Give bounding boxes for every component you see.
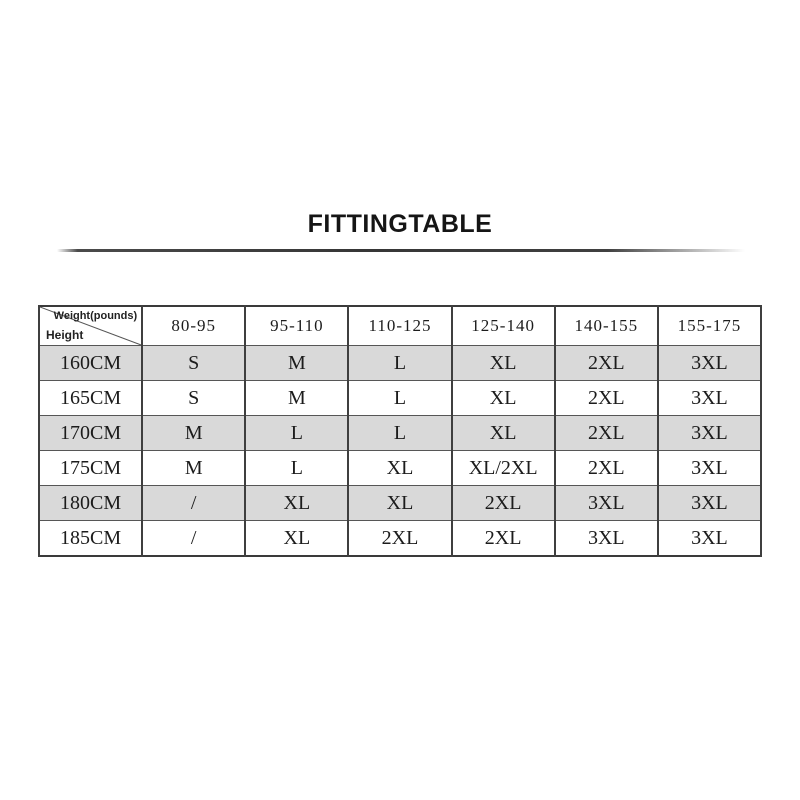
table-row: [39, 416, 761, 451]
size-cell: 3XL: [658, 451, 761, 486]
size-cell: 2XL: [555, 451, 658, 486]
table-row: [39, 521, 761, 557]
size-cell: 3XL: [658, 346, 761, 381]
table-row: [39, 346, 761, 381]
size-cell: 3XL: [658, 486, 761, 521]
header-row: [39, 306, 761, 346]
size-cell: XL: [245, 521, 348, 557]
size-cell: XL: [452, 381, 555, 416]
height-cell: 170CM: [39, 416, 142, 451]
weight-column-header: 95-110: [245, 306, 348, 346]
size-cell: 2XL: [555, 346, 658, 381]
height-cell: 180CM: [39, 486, 142, 521]
size-cell: L: [348, 346, 451, 381]
size-cell: 3XL: [658, 381, 761, 416]
size-cell: M: [142, 451, 245, 486]
page-title: FITTINGTABLE: [307, 210, 493, 238]
size-cell: XL/2XL: [452, 451, 555, 486]
size-cell: 3XL: [658, 416, 761, 451]
size-cell: XL: [348, 486, 451, 521]
size-table-body: [39, 346, 761, 557]
corner-header-cell: [39, 306, 142, 346]
size-cell: 2XL: [555, 416, 658, 451]
size-cell: 2XL: [348, 521, 451, 557]
size-cell: 3XL: [555, 521, 658, 557]
title-divider-line: [57, 249, 745, 252]
size-cell: 2XL: [555, 381, 658, 416]
size-cell: 3XL: [658, 521, 761, 557]
size-cell: L: [245, 416, 348, 451]
size-chart-table: [38, 305, 762, 557]
size-cell: S: [142, 346, 245, 381]
size-cell: XL: [245, 486, 348, 521]
weight-column-header: 140-155: [555, 306, 658, 346]
weight-column-header: 155-175: [658, 306, 761, 346]
size-cell: 3XL: [555, 486, 658, 521]
size-cell: XL: [452, 416, 555, 451]
height-axis-label: Height: [46, 328, 84, 342]
height-cell: 185CM: [39, 521, 142, 557]
size-cell: L: [348, 416, 451, 451]
size-cell: L: [348, 381, 451, 416]
height-cell: 160CM: [39, 346, 142, 381]
size-cell: L: [245, 451, 348, 486]
size-cell: /: [142, 486, 245, 521]
height-cell: 165CM: [39, 381, 142, 416]
height-cell: 175CM: [39, 451, 142, 486]
size-cell: M: [245, 346, 348, 381]
weight-column-header: 110-125: [348, 306, 451, 346]
table-row: [39, 486, 761, 521]
size-cell: S: [142, 381, 245, 416]
table-row: [39, 381, 761, 416]
size-cell: M: [142, 416, 245, 451]
size-cell: /: [142, 521, 245, 557]
size-cell: 2XL: [452, 521, 555, 557]
size-cell: M: [245, 381, 348, 416]
weight-column-header: 125-140: [452, 306, 555, 346]
weight-axis-label: Weight(pounds): [53, 310, 138, 322]
size-cell: XL: [452, 346, 555, 381]
size-cell: 2XL: [452, 486, 555, 521]
table-row: [39, 451, 761, 486]
weight-column-header: 80-95: [142, 306, 245, 346]
size-cell: XL: [348, 451, 451, 486]
